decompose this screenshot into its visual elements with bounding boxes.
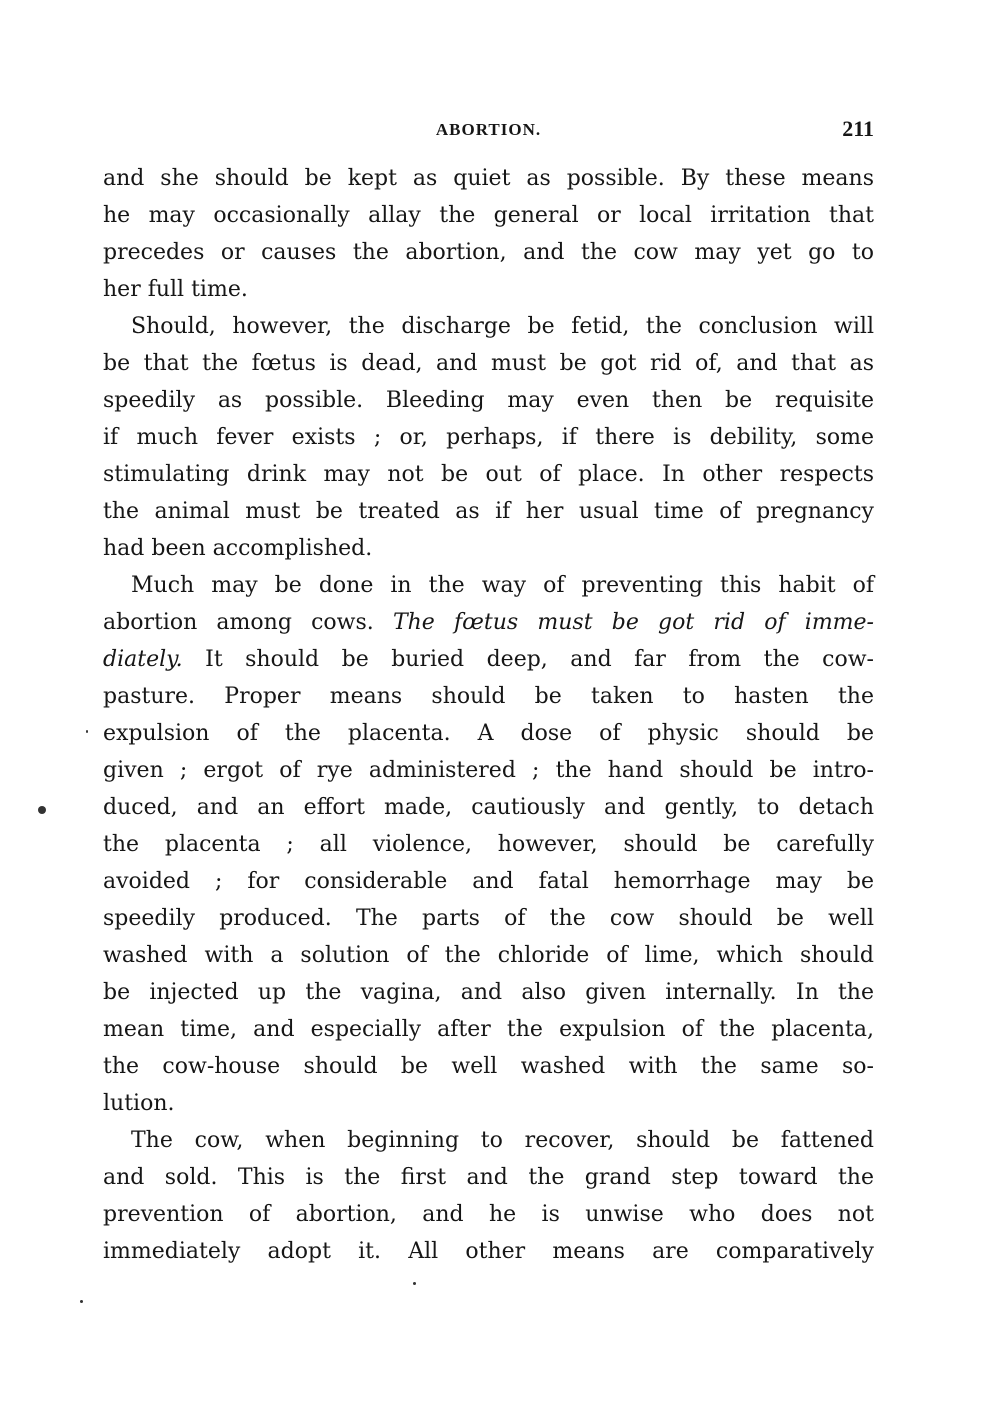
text-run: given ; ergot of rye administered ; the hand should be intro- (103, 758, 874, 783)
text-line (103, 1122, 874, 1159)
text-run: Should, however, the discharge be fetid, the conclusion will (131, 314, 874, 339)
paragraph (103, 1122, 874, 1270)
scan-speck (80, 1300, 83, 1303)
text-run: washed with a solution of the chloride of lime, which should (103, 943, 874, 968)
text-line (103, 530, 874, 567)
text-line (103, 456, 874, 493)
text-line (103, 345, 874, 382)
text-run: her full time. (103, 277, 248, 302)
text-line (103, 493, 874, 530)
text-run: duced, and an effort made, cautiously and gently, to detach (103, 795, 874, 820)
text-line (103, 382, 874, 419)
text-line (103, 715, 874, 752)
text-run: avoided ; for considerable and fatal hemorrhage may be (103, 869, 874, 894)
text-line (103, 271, 874, 308)
text-run: the cow-house should be well washed with the same so- (103, 1054, 874, 1079)
text-line (103, 752, 874, 789)
text-run: be that the fœtus is dead, and must be got rid of, and that as (103, 351, 874, 376)
scan-speck (38, 806, 46, 814)
text-run: pasture. Proper means should be taken to hasten the (103, 684, 874, 709)
italic-text: diately. (103, 647, 183, 672)
text-line (103, 1048, 874, 1085)
text-run: precedes or causes the abortion, and the cow may yet go to (103, 240, 874, 265)
text-line (103, 197, 874, 234)
text-line (103, 974, 874, 1011)
paragraph (103, 308, 874, 567)
text-run: Much may be done in the way of preventing this habit of (131, 573, 874, 598)
text-line (103, 1233, 874, 1270)
text-run: speedily as possible. Bleeding may even then be requisite (103, 388, 874, 413)
text-line (103, 419, 874, 456)
text-line (103, 308, 874, 345)
text-run: mean time, and especially after the expulsion of the placenta, (103, 1017, 874, 1042)
text-run: had been accomplished. (103, 536, 373, 561)
text-line (103, 1011, 874, 1048)
text-line (103, 567, 874, 604)
text-line (103, 160, 874, 197)
running-title: ABORTION. (435, 120, 542, 139)
text-line (103, 641, 874, 678)
text-run: immediately adopt it. All other means are comparatively (103, 1239, 874, 1264)
text-run: prevention of abortion, and he is unwise who does not (103, 1202, 874, 1227)
page-number: 211 (842, 116, 874, 141)
body-text (103, 160, 874, 1270)
text-line (103, 1196, 874, 1233)
italic-text: The fœtus must be got rid of imme- (392, 610, 874, 635)
text-line (103, 863, 874, 900)
paragraph (103, 567, 874, 1122)
text-run: It should be buried deep, and far from the cow- (182, 647, 874, 672)
text-run: lution. (103, 1091, 175, 1116)
text-run: if much fever exists ; or, perhaps, if there is debility, some (103, 425, 874, 450)
scan-speck (86, 730, 88, 733)
text-line (103, 604, 874, 641)
text-run: stimulating drink may not be out of place. In other respects (103, 462, 874, 487)
scan-speck (413, 1282, 416, 1285)
text-run: expulsion of the placenta. A dose of physic should be (103, 721, 874, 746)
text-line (103, 678, 874, 715)
text-line (103, 1159, 874, 1196)
text-line (103, 234, 874, 271)
text-run: the animal must be treated as if her usual time of pregnancy (103, 499, 874, 524)
text-run: abortion among cows. (103, 610, 393, 635)
text-run: and sold. This is the first and the grand step toward the (103, 1165, 874, 1190)
text-line (103, 826, 874, 863)
text-run: the placenta ; all violence, however, should be carefully (103, 832, 874, 857)
text-run: and she should be kept as quiet as possible. By these means (103, 166, 874, 191)
running-head (103, 116, 874, 146)
text-line (103, 937, 874, 974)
text-run: The cow, when beginning to recover, should be fattened (131, 1128, 874, 1153)
text-run: he may occasionally allay the general or local irritation that (103, 203, 874, 228)
text-line (103, 789, 874, 826)
text-line (103, 900, 874, 937)
text-run: be injected up the vagina, and also given internally. In the (103, 980, 874, 1005)
text-line (103, 1085, 874, 1122)
paragraph (103, 160, 874, 308)
text-run: speedily produced. The parts of the cow should be well (103, 906, 874, 931)
